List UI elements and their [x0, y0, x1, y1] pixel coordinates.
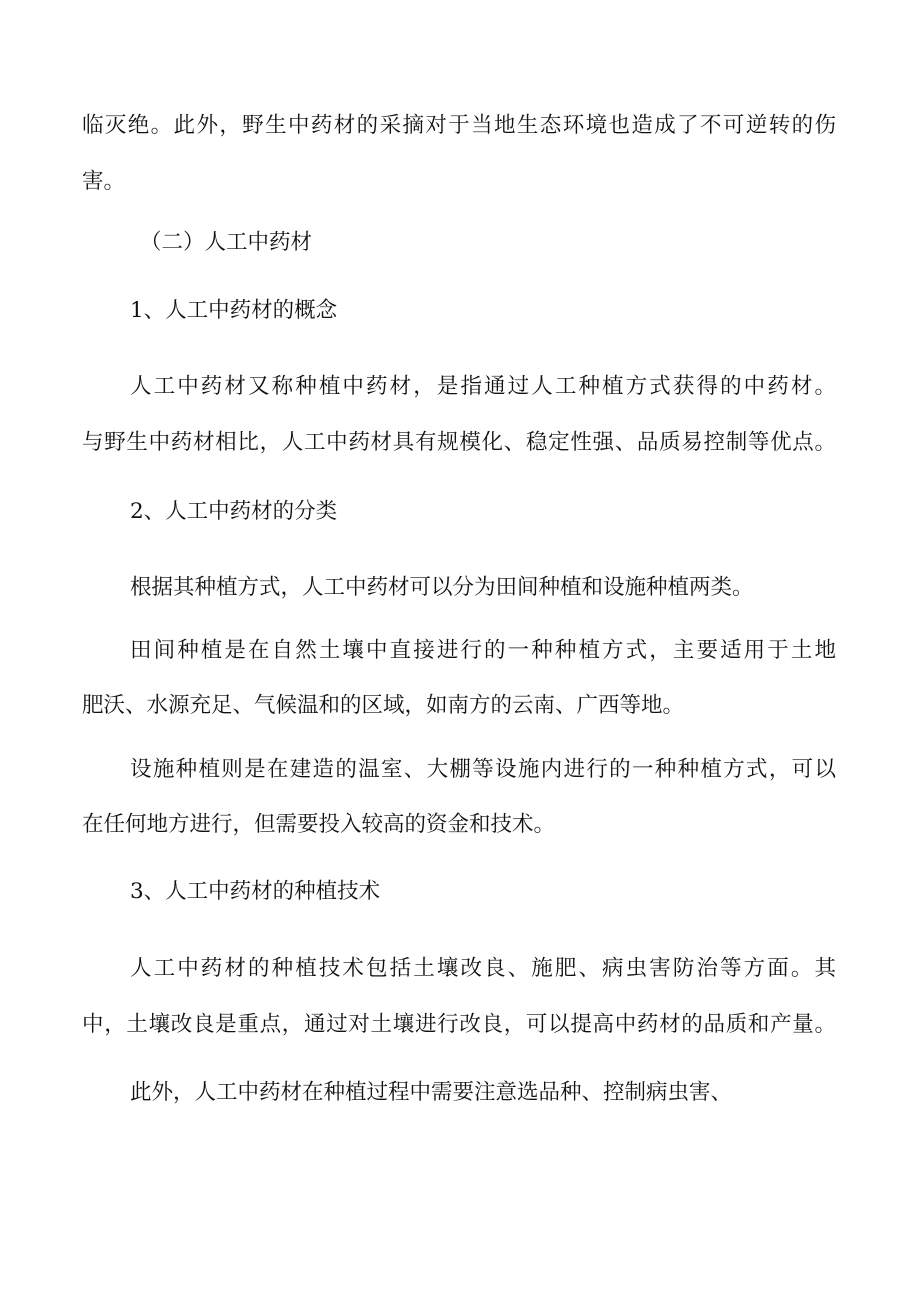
- subsection-heading: 1、人工中药材的概念: [130, 298, 338, 323]
- paragraph-line: 人工中药材的种植技术包括土壤改良、施肥、病虫害防治等方面。其: [130, 956, 836, 981]
- section-heading: （二）人工中药材: [140, 230, 313, 255]
- paragraph-line: 肥沃、水源充足、气候温和的区域，如南方的云南、广西等地。: [82, 693, 685, 718]
- subsection-heading: 2、人工中药材的分类: [130, 499, 338, 524]
- paragraph-line: 此外，人工中药材在种植过程中需要注意选品种、控制病虫害、: [130, 1080, 733, 1105]
- paragraph-line: 根据其种植方式，人工中药材可以分为田间种植和设施种植两类。: [130, 575, 754, 600]
- paragraph-line: 与野生中药材相比，人工中药材具有规模化、稳定性强、品质易控制等优点。: [82, 430, 836, 455]
- paragraph-line: 设施种植则是在建造的温室、大棚等设施内进行的一种种植方式，可以: [130, 757, 836, 782]
- subsection-heading: 3、人工中药材的种植技术: [130, 879, 381, 904]
- paragraph-line: 在任何地方进行，但需要投入较高的资金和技术。: [82, 812, 556, 837]
- paragraph-line: 临灭绝。此外，野生中药材的采摘对于当地生态环境也造成了不可逆转的伤: [82, 113, 836, 138]
- paragraph-line: 田间种植是在自然土壤中直接进行的一种种植方式，主要适用于土地: [130, 638, 836, 663]
- paragraph-line: 中，土壤改良是重点，通过对土壤进行改良，可以提高中药材的品质和产量。: [82, 1012, 836, 1037]
- paragraph-line: 害。: [82, 169, 126, 194]
- paragraph-line: 人工中药材又称种植中药材，是指通过人工种植方式获得的中药材。: [130, 374, 836, 399]
